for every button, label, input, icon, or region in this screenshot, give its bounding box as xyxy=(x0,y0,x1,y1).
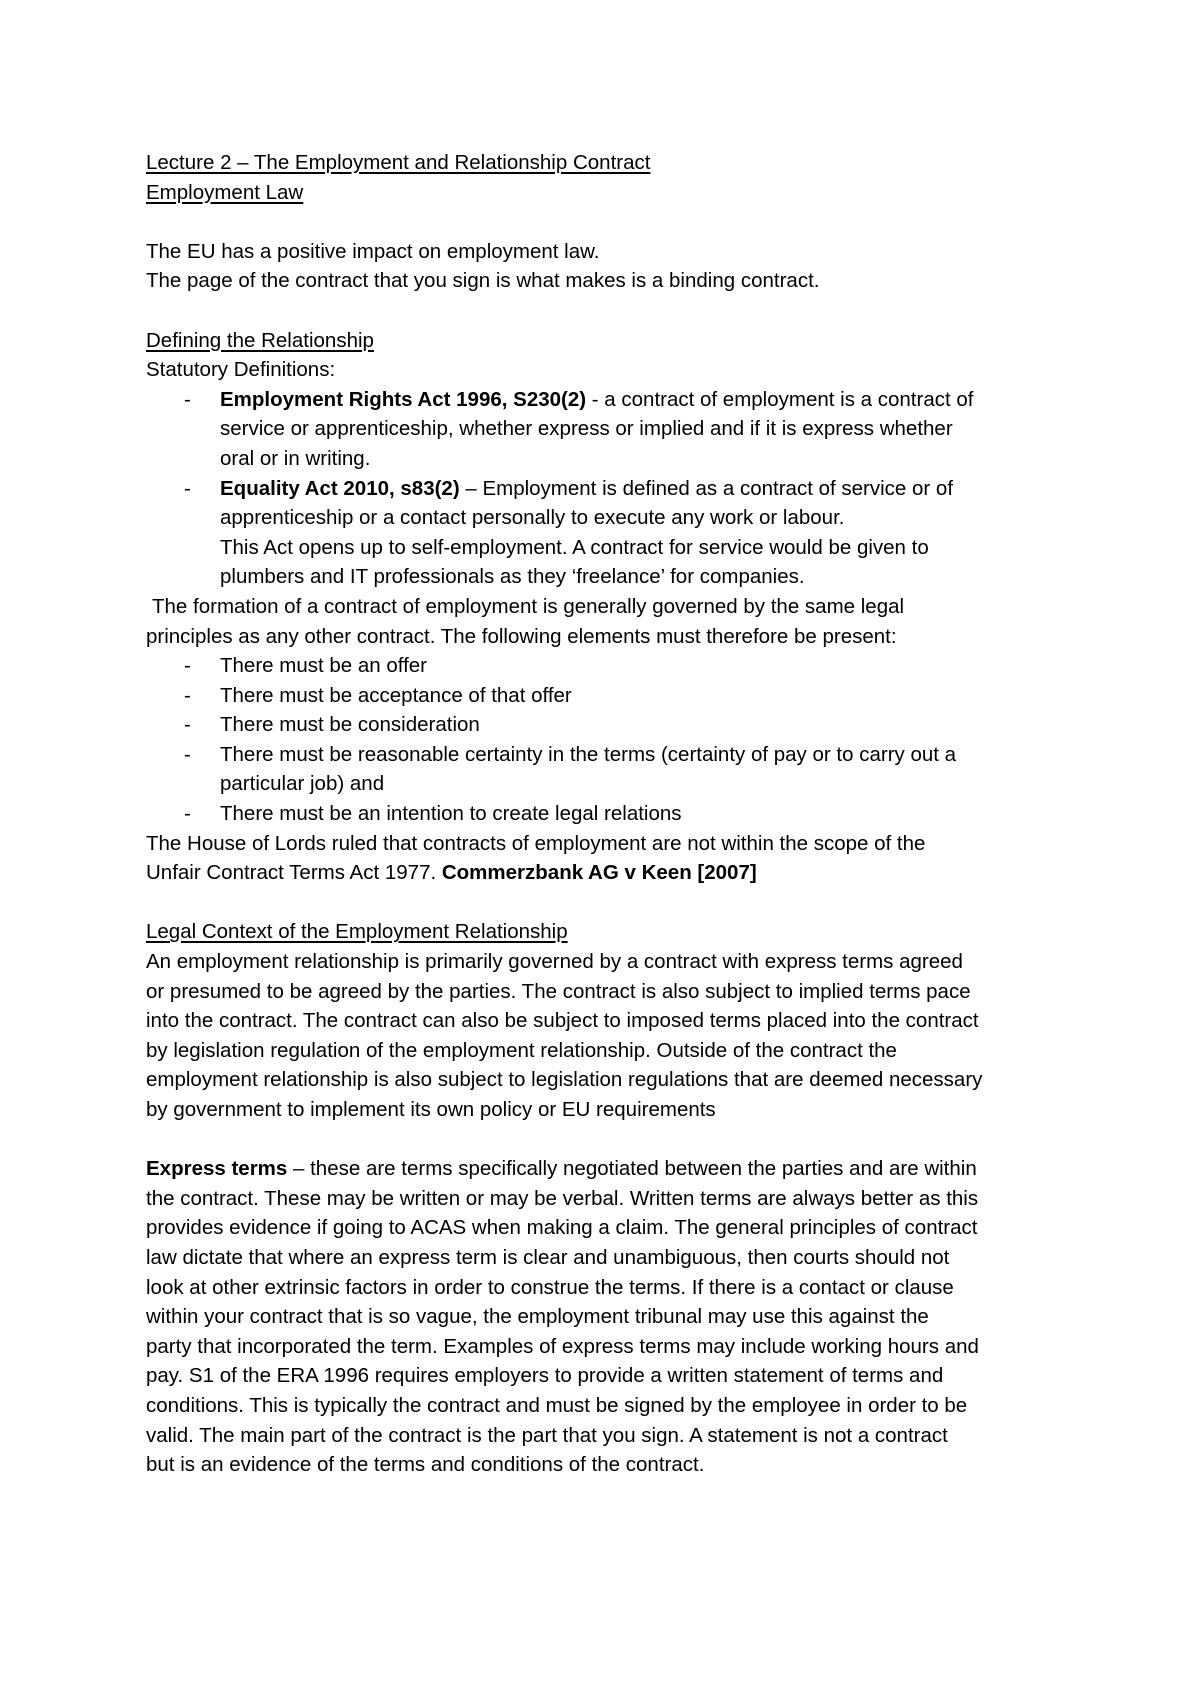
bullet-dash: - xyxy=(184,683,191,707)
paragraph-line: or presumed to be agreed by the parties. The contract is also subject to implied terms pace xyxy=(146,979,971,1003)
bullet-dash: - xyxy=(184,387,191,411)
list-item-text: There must be an offer xyxy=(220,654,428,678)
list-item xyxy=(146,799,1076,829)
list-item-text: There must be acceptance of that offer xyxy=(220,683,572,707)
paragraph-line: pay. S1 of the ERA 1996 requires employers to provide a written statement of terms and xyxy=(146,1364,944,1388)
list-item-continuation: oral or in writing. xyxy=(220,446,371,470)
paragraph-line: An employment relationship is primarily governed by a contract with express terms agreed xyxy=(146,950,963,974)
list-item-continuation: particular job) and xyxy=(220,772,385,796)
list-item-text: – Employment is defined as a contract of service or of xyxy=(459,476,954,500)
intro-line: The page of the contract that you sign is what makes is a binding contract. xyxy=(146,269,820,293)
bullet-dash: - xyxy=(184,742,191,766)
paragraph-line: law dictate that where an express term is clear and unambiguous, then courts should not xyxy=(146,1245,950,1269)
paragraph-line: but is an evidence of the terms and conditions of the contract. xyxy=(146,1453,705,1477)
list-item-continuation: plumbers and IT professionals as they ‘freelance’ for companies. xyxy=(220,565,805,589)
paragraph-line: The House of Lords ruled that contracts of employment are not within the scope of the xyxy=(146,831,926,855)
section-heading: Defining the Relationship xyxy=(146,328,374,352)
term-label: Express terms xyxy=(146,1157,288,1181)
paragraph-text: Unfair Contract Terms Act 1977. xyxy=(146,861,442,885)
spacer xyxy=(146,1125,1076,1155)
list-item xyxy=(146,740,1076,770)
list-item-text: There must be reasonable certainty in the terms (certainty of pay or to carry out a xyxy=(220,742,957,766)
list-item-text: There must be consideration xyxy=(220,713,480,737)
page-title: Lecture 2 – The Employment and Relationship Contract xyxy=(146,151,651,174)
paragraph-line: conditions. This is typically the contract and must be signed by the employee in order to be xyxy=(146,1393,968,1417)
list-item-text: - a contract of employment is a contract of xyxy=(586,387,974,411)
paragraph-line: valid. The main part of the contract is the part that you sign. A statement is not a contract xyxy=(146,1423,948,1447)
paragraph-line: The formation of a contract of employment is generally governed by the same legal xyxy=(152,594,905,618)
paragraph-line xyxy=(146,858,1076,888)
section-subheading: Statutory Definitions: xyxy=(146,358,336,382)
paragraph-line: by government to implement its own policy or EU requirements xyxy=(146,1098,716,1121)
paragraph-line: by legislation regulation of the employment relationship. Outside of the contract the xyxy=(146,1038,897,1062)
list-item-continuation: service or apprenticeship, whether express or implied and if it is express whether xyxy=(220,417,953,441)
statute-name: Equality Act 2010, s83(2) xyxy=(220,476,460,500)
paragraph-line: within your contract that is so vague, the employment tribunal may use this against the xyxy=(146,1305,929,1329)
paragraph-line: into the contract. The contract can also be subject to imposed terms placed into the contract xyxy=(146,1009,979,1033)
list-item xyxy=(146,474,1076,504)
section-paragraph xyxy=(146,947,1076,1125)
statutory-definitions-list xyxy=(146,385,1076,592)
intro-line: The EU has a positive impact on employment law. xyxy=(146,239,600,263)
statute-name: Employment Rights Act 1996, S230(2) xyxy=(220,387,587,411)
list-item-continuation: This Act opens up to self-employment. A contract for service would be given to xyxy=(220,535,929,559)
list-item xyxy=(146,710,1076,740)
paragraph-line: the contract. These may be written or may be verbal. Written terms are always better as this xyxy=(146,1186,979,1210)
paragraph-line: party that incorporated the term. Examples of express terms may include working hours and xyxy=(146,1334,979,1358)
paragraph-line xyxy=(146,1154,1076,1184)
list-item xyxy=(146,385,1076,415)
list-item-continuation: apprenticeship or a contact personally to execute any work or labour. xyxy=(220,506,845,530)
list-item-text: There must be an intention to create legal relations xyxy=(220,802,682,826)
paragraph-line: principles as any other contract. The following elements must therefore be present: xyxy=(146,624,897,648)
spacer xyxy=(146,207,1076,237)
page-subtitle: Employment Law xyxy=(146,180,304,204)
paragraph-line: employment relationship is also subject to legislation regulations that are deemed necessary xyxy=(146,1068,983,1092)
document-body xyxy=(146,148,1076,1480)
paragraph-line: provides evidence if going to ACAS when making a claim. The general principles of contract xyxy=(146,1216,978,1240)
paragraph-text: – these are terms specifically negotiated between the parties and are within xyxy=(287,1157,977,1181)
paragraph-line: look at other extrinsic factors in order to construe the terms. If there is a contact or clause xyxy=(146,1275,954,1299)
list-item xyxy=(146,681,1076,711)
section-heading: Legal Context of the Employment Relationship xyxy=(146,920,568,944)
spacer xyxy=(146,296,1076,326)
case-citation: Commerzbank AG v Keen [2007] xyxy=(441,861,757,885)
bullet-dash: - xyxy=(184,802,191,826)
list-item xyxy=(146,651,1076,681)
bullet-dash: - xyxy=(184,654,191,678)
spacer xyxy=(146,888,1076,918)
section-paragraph xyxy=(146,1154,1076,1480)
bullet-dash: - xyxy=(184,476,191,500)
contract-elements-list xyxy=(146,651,1076,829)
bullet-dash: - xyxy=(184,713,191,737)
